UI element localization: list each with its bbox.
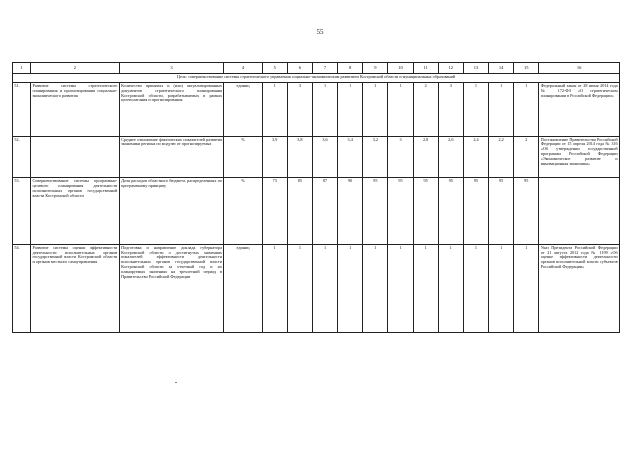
row-number: 54. [13, 244, 31, 332]
row-number: 51. [13, 83, 31, 137]
value-cell: 90 [338, 178, 363, 245]
value-cell: 1 [287, 244, 312, 332]
header-cell: 8 [338, 63, 363, 74]
row-number: 53. [13, 178, 31, 245]
value-cell: 95 [363, 178, 388, 245]
value-cell: 95 [388, 178, 413, 245]
unit-cell: % [224, 178, 262, 245]
value-cell: 95 [463, 178, 488, 245]
value-cell: 1 [338, 244, 363, 332]
basis-cell: Постановление Правительства Российской Федерации от 15 апреля 2014 года № 316 «Об утверждении государственной программы Российской Федерации «Экономическое развитие и инновационная экономика» [539, 136, 620, 178]
value-cell: 95 [514, 178, 539, 245]
value-cell: 1 [514, 83, 539, 137]
indicator-cell: Среднее отклонение фактических показателей развития экономики региона по модулю от прогнозируемых [119, 136, 224, 178]
value-cell: 73 [262, 178, 287, 245]
value-cell: 1 [363, 244, 388, 332]
value-cell: 2,6 [438, 136, 463, 178]
page-number: 55 [316, 28, 324, 36]
header-cell: 2 [31, 63, 120, 74]
unit-cell: % [224, 136, 262, 178]
value-cell: 95 [489, 178, 514, 245]
goal-text: Цель: совершенствование системы стратегического управления социально-экономическим развитием Костромской области и муниципальных образований [13, 73, 620, 83]
value-cell: 3,6 [312, 136, 337, 178]
header-cell: 15 [514, 63, 539, 74]
value-cell: 3,2 [363, 136, 388, 178]
header-cell: 16 [539, 63, 620, 74]
value-cell: 1 [489, 83, 514, 137]
header-cell: 14 [489, 63, 514, 74]
value-cell: 2,8 [413, 136, 438, 178]
activity-cell [31, 136, 120, 178]
indicator-cell: Доля расходов областного бюджета, распределенных по программному принципу [119, 178, 224, 245]
header-cell: 13 [463, 63, 488, 74]
value-cell: 3 [388, 136, 413, 178]
header-cell: 4 [224, 63, 262, 74]
table-row [13, 178, 620, 245]
value-cell: 2,2 [489, 136, 514, 178]
value-cell: 1 [413, 244, 438, 332]
value-cell: 1 [363, 83, 388, 137]
value-cell: 1 [312, 244, 337, 332]
header-cell: 11 [413, 63, 438, 74]
header-cell: 9 [363, 63, 388, 74]
header-cell: 6 [287, 63, 312, 74]
table-row [13, 136, 620, 178]
table-row [13, 244, 620, 332]
unit-cell: единиц [224, 83, 262, 137]
value-cell: 2 [413, 83, 438, 137]
scan-speck [175, 382, 177, 383]
value-cell: 3 [438, 83, 463, 137]
value-cell: 1 [463, 83, 488, 137]
value-cell: 3 [287, 83, 312, 137]
indicator-cell: Подготовка и направление доклада губернатора Костромской области о достигнутых значениях показателей эффективности деятельности исполнительных органов государственной власти Костромской области за отчетный год и их планируемых значениях на трехлетний период в Правительство Российской Федерации [119, 244, 224, 332]
header-cell: 7 [312, 63, 337, 74]
value-cell: 1 [438, 244, 463, 332]
indicators-table [12, 62, 620, 333]
activity-cell: Совершенствование системы программно-целевого планирования деятельности исполнительных органов государственной власти Костромской области [31, 178, 120, 245]
value-cell: 1 [338, 83, 363, 137]
header-cell: 3 [119, 63, 224, 74]
header-row [13, 63, 620, 74]
value-cell: 85 [287, 178, 312, 245]
value-cell: 1 [388, 83, 413, 137]
basis-cell: Федеральный закон от 28 июня 2014 года № 172-ФЗ «О стратегическом планировании в Российской Федерации» [539, 83, 620, 137]
value-cell: 2,4 [463, 136, 488, 178]
value-cell: 3,8 [287, 136, 312, 178]
value-cell: 1 [388, 244, 413, 332]
value-cell: 3,4 [338, 136, 363, 178]
value-cell: 87 [312, 178, 337, 245]
value-cell: 1 [312, 83, 337, 137]
value-cell: 2 [514, 136, 539, 178]
value-cell: 95 [438, 178, 463, 245]
value-cell: 3,9 [262, 136, 287, 178]
basis-cell: Указ Президента Российской Федерации от 21 августа 2012 года № 1199 «Об оценке эффективности деятельности органов исполнительной власти субъектов Российской Федерации» [539, 244, 620, 332]
value-cell: 1 [514, 244, 539, 332]
value-cell: 1 [463, 244, 488, 332]
value-cell: 1 [262, 244, 287, 332]
header-cell: 10 [388, 63, 413, 74]
value-cell: 1 [489, 244, 514, 332]
indicator-cell: Количество принятых и (или) актуализированных документов стратегического планирования Костромской области, разрабатываемых в рамках целеполагания и прогнозирования [119, 83, 224, 137]
table-row [13, 83, 620, 137]
basis-cell [539, 178, 620, 245]
value-cell: 1 [262, 83, 287, 137]
activity-cell: Развитие системы стратегического планирования и прогнозирования социально-экономического развития [31, 83, 120, 137]
header-cell: 12 [438, 63, 463, 74]
activity-cell: Развитие системы оценки эффективности деятельности исполнительных органов государственной власти Костромской области и органов местного самоуправления [31, 244, 120, 332]
row-number: 52. [13, 136, 31, 178]
value-cell: 95 [413, 178, 438, 245]
header-cell: 5 [262, 63, 287, 74]
goal-row [13, 73, 620, 83]
unit-cell: единиц [224, 244, 262, 332]
header-cell: 1 [13, 63, 31, 74]
